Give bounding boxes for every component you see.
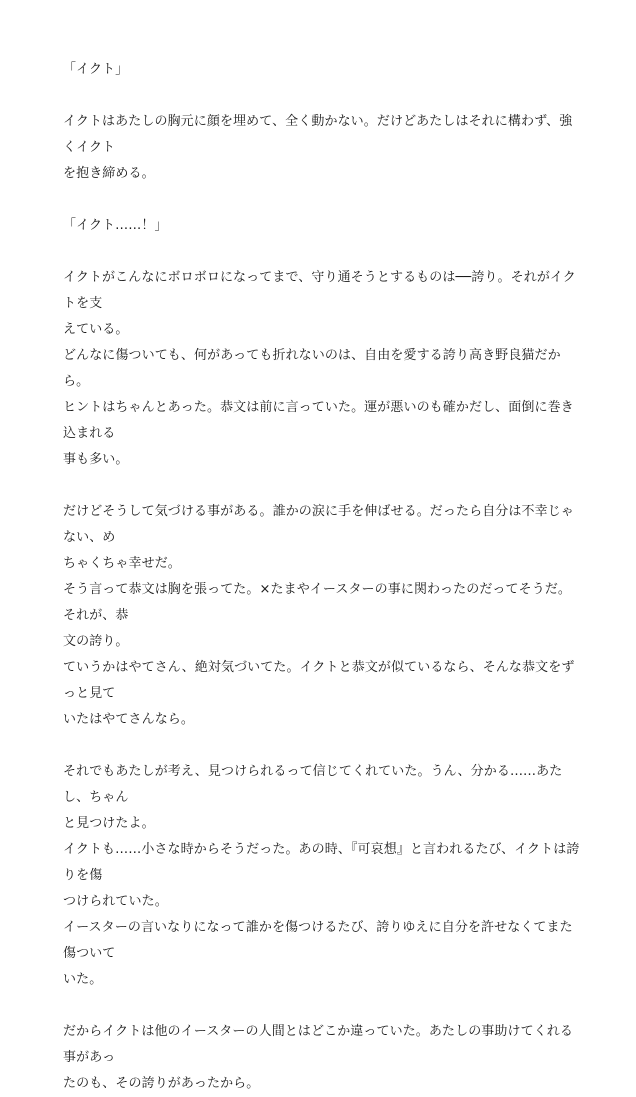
- dialogue-line: 「イクト……！」: [63, 218, 168, 233]
- text-line: 文の誇り。: [63, 634, 129, 649]
- text-line: と見つけたよ。: [63, 816, 155, 831]
- paragraph-gap: [63, 83, 583, 109]
- text-line: イクトがこんなにボロボロになってまで、守り通そうとするものは──誇り。それがイクトを支: [63, 270, 576, 311]
- dialogue-line: 「イクト」: [63, 62, 129, 77]
- text-line: たのも、その誇りがあったから。: [63, 1076, 260, 1091]
- text-line: イースターの言いなりになって誰かを傷つけるたび、誇りゆえに自分を許せなくてまた傷ついて: [63, 920, 573, 961]
- text-line: えている。: [63, 322, 129, 337]
- text-line: それでもあたしが考え、見つけられるって信じてくれていた。うん、分かる……あたし、ちゃん: [63, 764, 563, 805]
- text-line: だからイクトは他のイースターの人間とはどこか違っていた。あたしの事助けてくれる事があっ: [63, 1024, 573, 1065]
- paragraph-gap: [63, 733, 583, 759]
- paragraph-gap: [63, 993, 583, 1019]
- text-line: ヒントはちゃんとあった。恭文は前に言っていた。運が悪いのも確かだし、面倒に巻き込まれる: [63, 400, 574, 441]
- paragraph-gap: [63, 187, 583, 213]
- text-line: イクトも……小さな時からそうだった。あの時、『可哀想』と言われるたび、イクトは誇りを傷: [63, 842, 580, 883]
- text-line: つけられていた。: [63, 894, 168, 909]
- text-line: どんなに傷ついても、何があっても折れないのは、自由を愛する誇り高き野良猫だから。: [63, 348, 561, 389]
- paragraph-gap: [63, 473, 583, 499]
- text-line: いた。: [63, 972, 103, 987]
- text-line: そう言って恭文は胸を張ってた。×たまやイースターの事に関わったのだってそうだ。それが、恭: [63, 582, 572, 623]
- text-line: 事も多い。: [63, 452, 129, 467]
- text-line: イクトはあたしの胸元に顔を埋めて、全く動かない。だけどあたしはそれに構わず、強くイクト: [63, 114, 573, 155]
- text-line: いたはやてさんなら。: [63, 712, 195, 727]
- paragraph-gap: [63, 239, 583, 265]
- text-line: ていうかはやてさん、絶対気づいてた。イクトと恭文が似ているなら、そんな恭文をずっと見て: [63, 660, 575, 701]
- text-line: を抱き締める。: [63, 166, 155, 181]
- text-line: だけどそうして気づける事がある。誰かの涙に手を伸ばせる。だったら自分は不幸じゃない、め: [63, 504, 574, 545]
- text-line: ちゃくちゃ幸せだ。: [63, 556, 181, 571]
- novel-text-body: [63, 57, 583, 1097]
